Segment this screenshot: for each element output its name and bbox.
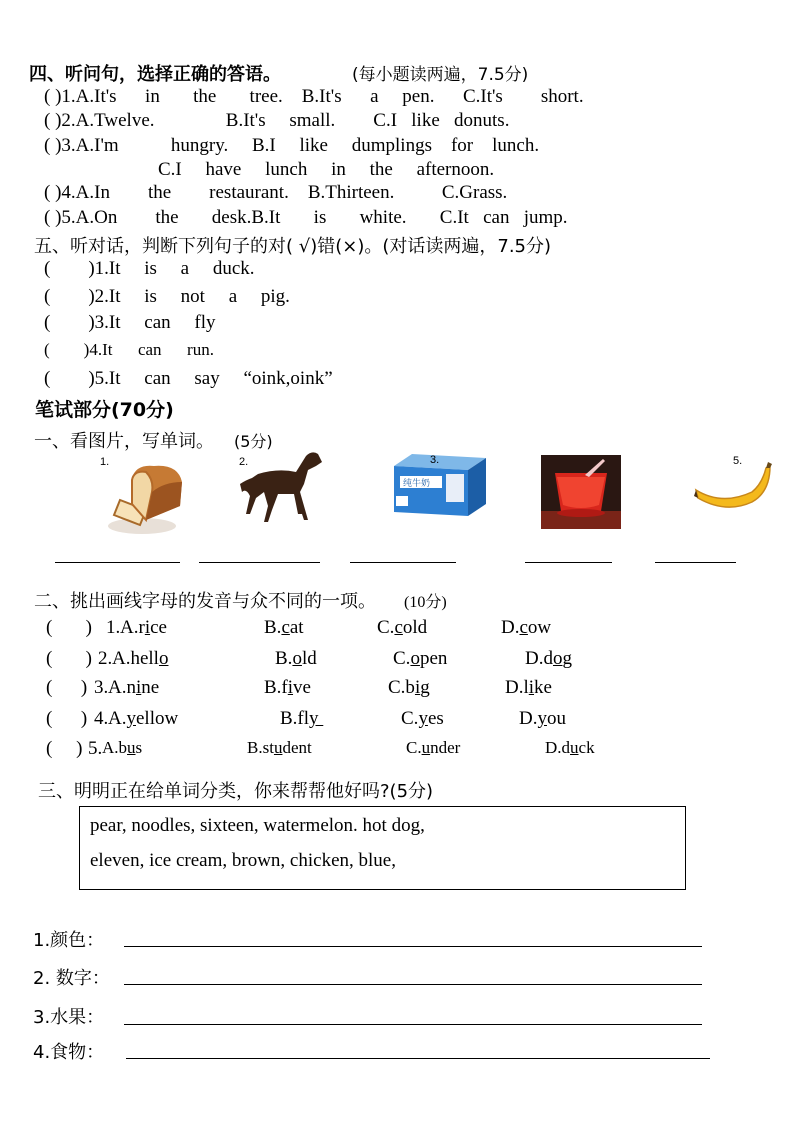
bread-image [102, 460, 186, 538]
option-d[interactable] [501, 617, 551, 639]
option-suffix: ld [301, 648, 317, 669]
s4-item-4 [44, 182, 507, 204]
option-b[interactable] [264, 677, 311, 699]
item-text: 1.A.It's in the tree. B.It's a pen. C.It's short. [61, 86, 584, 107]
underlined-letters: i [144, 617, 151, 638]
answer-paren[interactable]: ( ) [44, 207, 62, 228]
category-line-fruit[interactable] [124, 1024, 702, 1025]
option-a[interactable] [108, 708, 178, 730]
answer-paren[interactable]: ( ) [44, 86, 62, 107]
underlined-letters: i [414, 677, 421, 698]
option-suffix: dent [282, 738, 312, 757]
option-suffix: ellow [135, 708, 179, 729]
option-suffix: ke [534, 677, 552, 698]
item-text: 5.A.On the desk.B.It is white. C.It can jump. [61, 207, 568, 228]
underlined-letters: i [287, 677, 294, 698]
word-box-line-2: eleven, ice cream, brown, chicken, blue, [90, 850, 396, 871]
category-line-food[interactable] [126, 1058, 710, 1059]
answer-paren[interactable]: ( ) [44, 135, 62, 156]
picture-number-2: 2. [239, 456, 249, 468]
item-text: 2.A.Twelve. B.It's small. C.I like donuts. [61, 110, 510, 131]
word-box-line-1: pear, noodles, sixteen, watermelon. hot dog, [90, 815, 425, 836]
answer-paren[interactable]: ( ) [46, 708, 88, 729]
category-label-numbers: 2. 数字： [33, 968, 110, 989]
option-c[interactable] [401, 708, 444, 730]
question-number: 3. [94, 677, 109, 698]
answer-line-1[interactable] [55, 562, 180, 563]
option-d[interactable] [519, 708, 566, 730]
option-suffix: ow [527, 617, 552, 638]
option-b[interactable] [275, 648, 317, 670]
option-suffix: ck [578, 738, 595, 757]
option-c[interactable] [393, 648, 447, 670]
s5-item-3 [44, 312, 215, 334]
underlined-letters: i [135, 677, 142, 698]
s5-item-2 [44, 286, 290, 308]
option-prefix: C. [377, 617, 395, 638]
underlined-letters: c [281, 617, 290, 638]
underlined-letters: o [552, 648, 563, 669]
item-text: 5.It can say “oink,oink” [94, 368, 333, 389]
answer-line-3[interactable] [350, 562, 456, 563]
option-suffix: g [562, 648, 572, 669]
option-prefix: B.fl [280, 708, 310, 729]
option-suffix: ou [546, 708, 566, 729]
item-text: 4.It can run. [89, 340, 214, 359]
option-c[interactable] [388, 677, 430, 699]
svg-text:纯牛奶: 纯牛奶 [403, 479, 431, 489]
s5-item-4 [44, 340, 214, 360]
option-a[interactable] [120, 617, 167, 639]
option-prefix: B. [264, 617, 282, 638]
s4-item-2 [44, 110, 509, 132]
written-part-title: 笔试部分(70分) [35, 399, 174, 421]
answer-paren[interactable]: ( ) [44, 182, 62, 203]
option-prefix: A.b [102, 738, 128, 757]
underlined-letters: u [421, 738, 431, 757]
option-suffix: ce [150, 617, 167, 638]
answer-paren[interactable]: ( ) [46, 738, 83, 759]
question-number: 2. [98, 648, 113, 669]
banana-image [692, 462, 772, 512]
option-prefix: D. [519, 708, 538, 729]
option-prefix: B.st [247, 738, 274, 757]
underlined-letters: u [127, 738, 136, 757]
option-prefix: C. [393, 648, 411, 669]
option-prefix: D.d [525, 648, 553, 669]
picture-number-3: 3. [430, 454, 440, 466]
category-label-fruit: 3.水果： [33, 1007, 105, 1028]
underlined-letters: y [126, 708, 136, 729]
question-number: 5. [88, 738, 103, 759]
horse-image [238, 448, 328, 526]
option-prefix: A.r [120, 617, 145, 638]
option-suffix: nder [430, 738, 461, 757]
part3-title: 三、明明正在给单词分类，你来帮帮他好吗?(5分) [38, 781, 434, 802]
option-prefix: D.l [505, 677, 529, 698]
question-number: 1. [106, 617, 121, 638]
s4-item-5 [44, 207, 568, 229]
part2-title [34, 587, 447, 613]
item-text: 4.A.In the restaurant. B.Thirteen. C.Grass. [61, 182, 508, 203]
option-b[interactable] [247, 738, 312, 758]
answer-paren[interactable]: ( ) [46, 617, 92, 638]
underlined-letters: u [570, 738, 579, 757]
option-suffix: at [289, 617, 304, 638]
s4-item-3 [44, 135, 539, 157]
underlined-letters: y [418, 708, 428, 729]
underlined-letters: o [292, 648, 302, 669]
s5-item-5 [44, 368, 333, 390]
answer-paren[interactable]: ( ) [44, 110, 62, 131]
s4-item-1 [44, 86, 584, 108]
item-text: 3.It can fly [94, 312, 216, 333]
underlined-letters: u [273, 738, 283, 757]
option-suffix: es [427, 708, 444, 729]
category-label-colors: 1.颜色： [33, 930, 105, 951]
part1-score: (5分) [234, 432, 273, 451]
category-line-colors[interactable] [124, 946, 702, 947]
option-prefix: A.hell [112, 648, 159, 669]
answer-paren[interactable]: ( ) [44, 312, 95, 333]
answer-paren[interactable]: ( ) [46, 677, 88, 698]
answer-paren[interactable]: ( ) [44, 286, 95, 307]
option-suffix: s [135, 738, 143, 757]
option-prefix: A.n [108, 677, 136, 698]
option-c[interactable] [406, 738, 460, 758]
s5-item-1 [44, 258, 255, 280]
part2-score: (10分) [404, 594, 447, 611]
option-suffix: ne [141, 677, 160, 698]
option-d[interactable] [525, 648, 572, 670]
section4-title: 四、听问句，选择正确的答语。 [29, 64, 281, 85]
picture-number-1: 1. [100, 456, 110, 468]
section5-title: 五、听对话，判断下列句子的对( √)错(×)。(对话读两遍，7.5分) [34, 236, 552, 257]
answer-paren[interactable]: ( ) [44, 340, 90, 359]
part2-title-text: 二、挑出画线字母的发音与众不同的一项。 [34, 591, 376, 612]
question-number: 4. [94, 708, 109, 729]
option-suffix: pen [419, 648, 448, 669]
section4-note: (每小题读两遍，7.5分) [352, 65, 529, 85]
option-prefix: B.f [264, 677, 288, 698]
option-suffix: g [420, 677, 430, 698]
category-label-food: 4.食物： [33, 1042, 105, 1063]
part1-title [34, 427, 273, 453]
option-d[interactable] [505, 677, 552, 699]
option-prefix: D.d [545, 738, 571, 757]
answer-paren[interactable]: ( ) [44, 258, 95, 279]
underlined-letters: y [537, 708, 547, 729]
item-text: 1.It is a duck. [94, 258, 255, 279]
option-prefix: B. [275, 648, 293, 669]
underlined-letters: c [394, 617, 403, 638]
underlined-letters: i [528, 677, 535, 698]
answer-paren[interactable]: ( ) [46, 648, 92, 669]
answer-line-4[interactable] [525, 562, 612, 563]
option-a[interactable] [102, 738, 142, 758]
picture-number-5: 5. [733, 455, 743, 467]
option-prefix: D. [501, 617, 520, 638]
underlined-letters: c [519, 617, 528, 638]
item-text: 2.It is not a pig. [94, 286, 290, 307]
answer-line-2[interactable] [199, 562, 320, 563]
underlined-letters: o [158, 648, 169, 669]
item-text: 3.A.I'm hungry. B.I like dumplings for lunch. [61, 135, 540, 156]
underlined-letters: o [410, 648, 420, 669]
option-b[interactable] [280, 708, 323, 730]
part1-title-text: 一、看图片，写单词。 [34, 431, 214, 452]
answer-paren[interactable]: ( ) [44, 368, 95, 389]
option-prefix: A. [108, 708, 127, 729]
option-prefix: C. [406, 738, 422, 757]
option-a[interactable] [108, 677, 159, 699]
option-suffix: ve [293, 677, 311, 698]
underlined-letters: y [309, 708, 324, 729]
word-box [79, 806, 686, 890]
option-prefix: C.b [388, 677, 415, 698]
option-c[interactable] [377, 617, 427, 639]
answer-line-5[interactable] [655, 562, 736, 563]
category-line-numbers[interactable] [124, 984, 702, 985]
item-text: C.I have lunch in the afternoon. [158, 159, 495, 180]
option-a[interactable] [112, 648, 168, 670]
s4-item-3c [158, 159, 494, 181]
option-d[interactable] [545, 738, 595, 758]
option-prefix: C. [401, 708, 419, 729]
option-b[interactable] [264, 617, 304, 639]
juice-glass-image [541, 455, 621, 529]
option-suffix: old [402, 617, 428, 638]
